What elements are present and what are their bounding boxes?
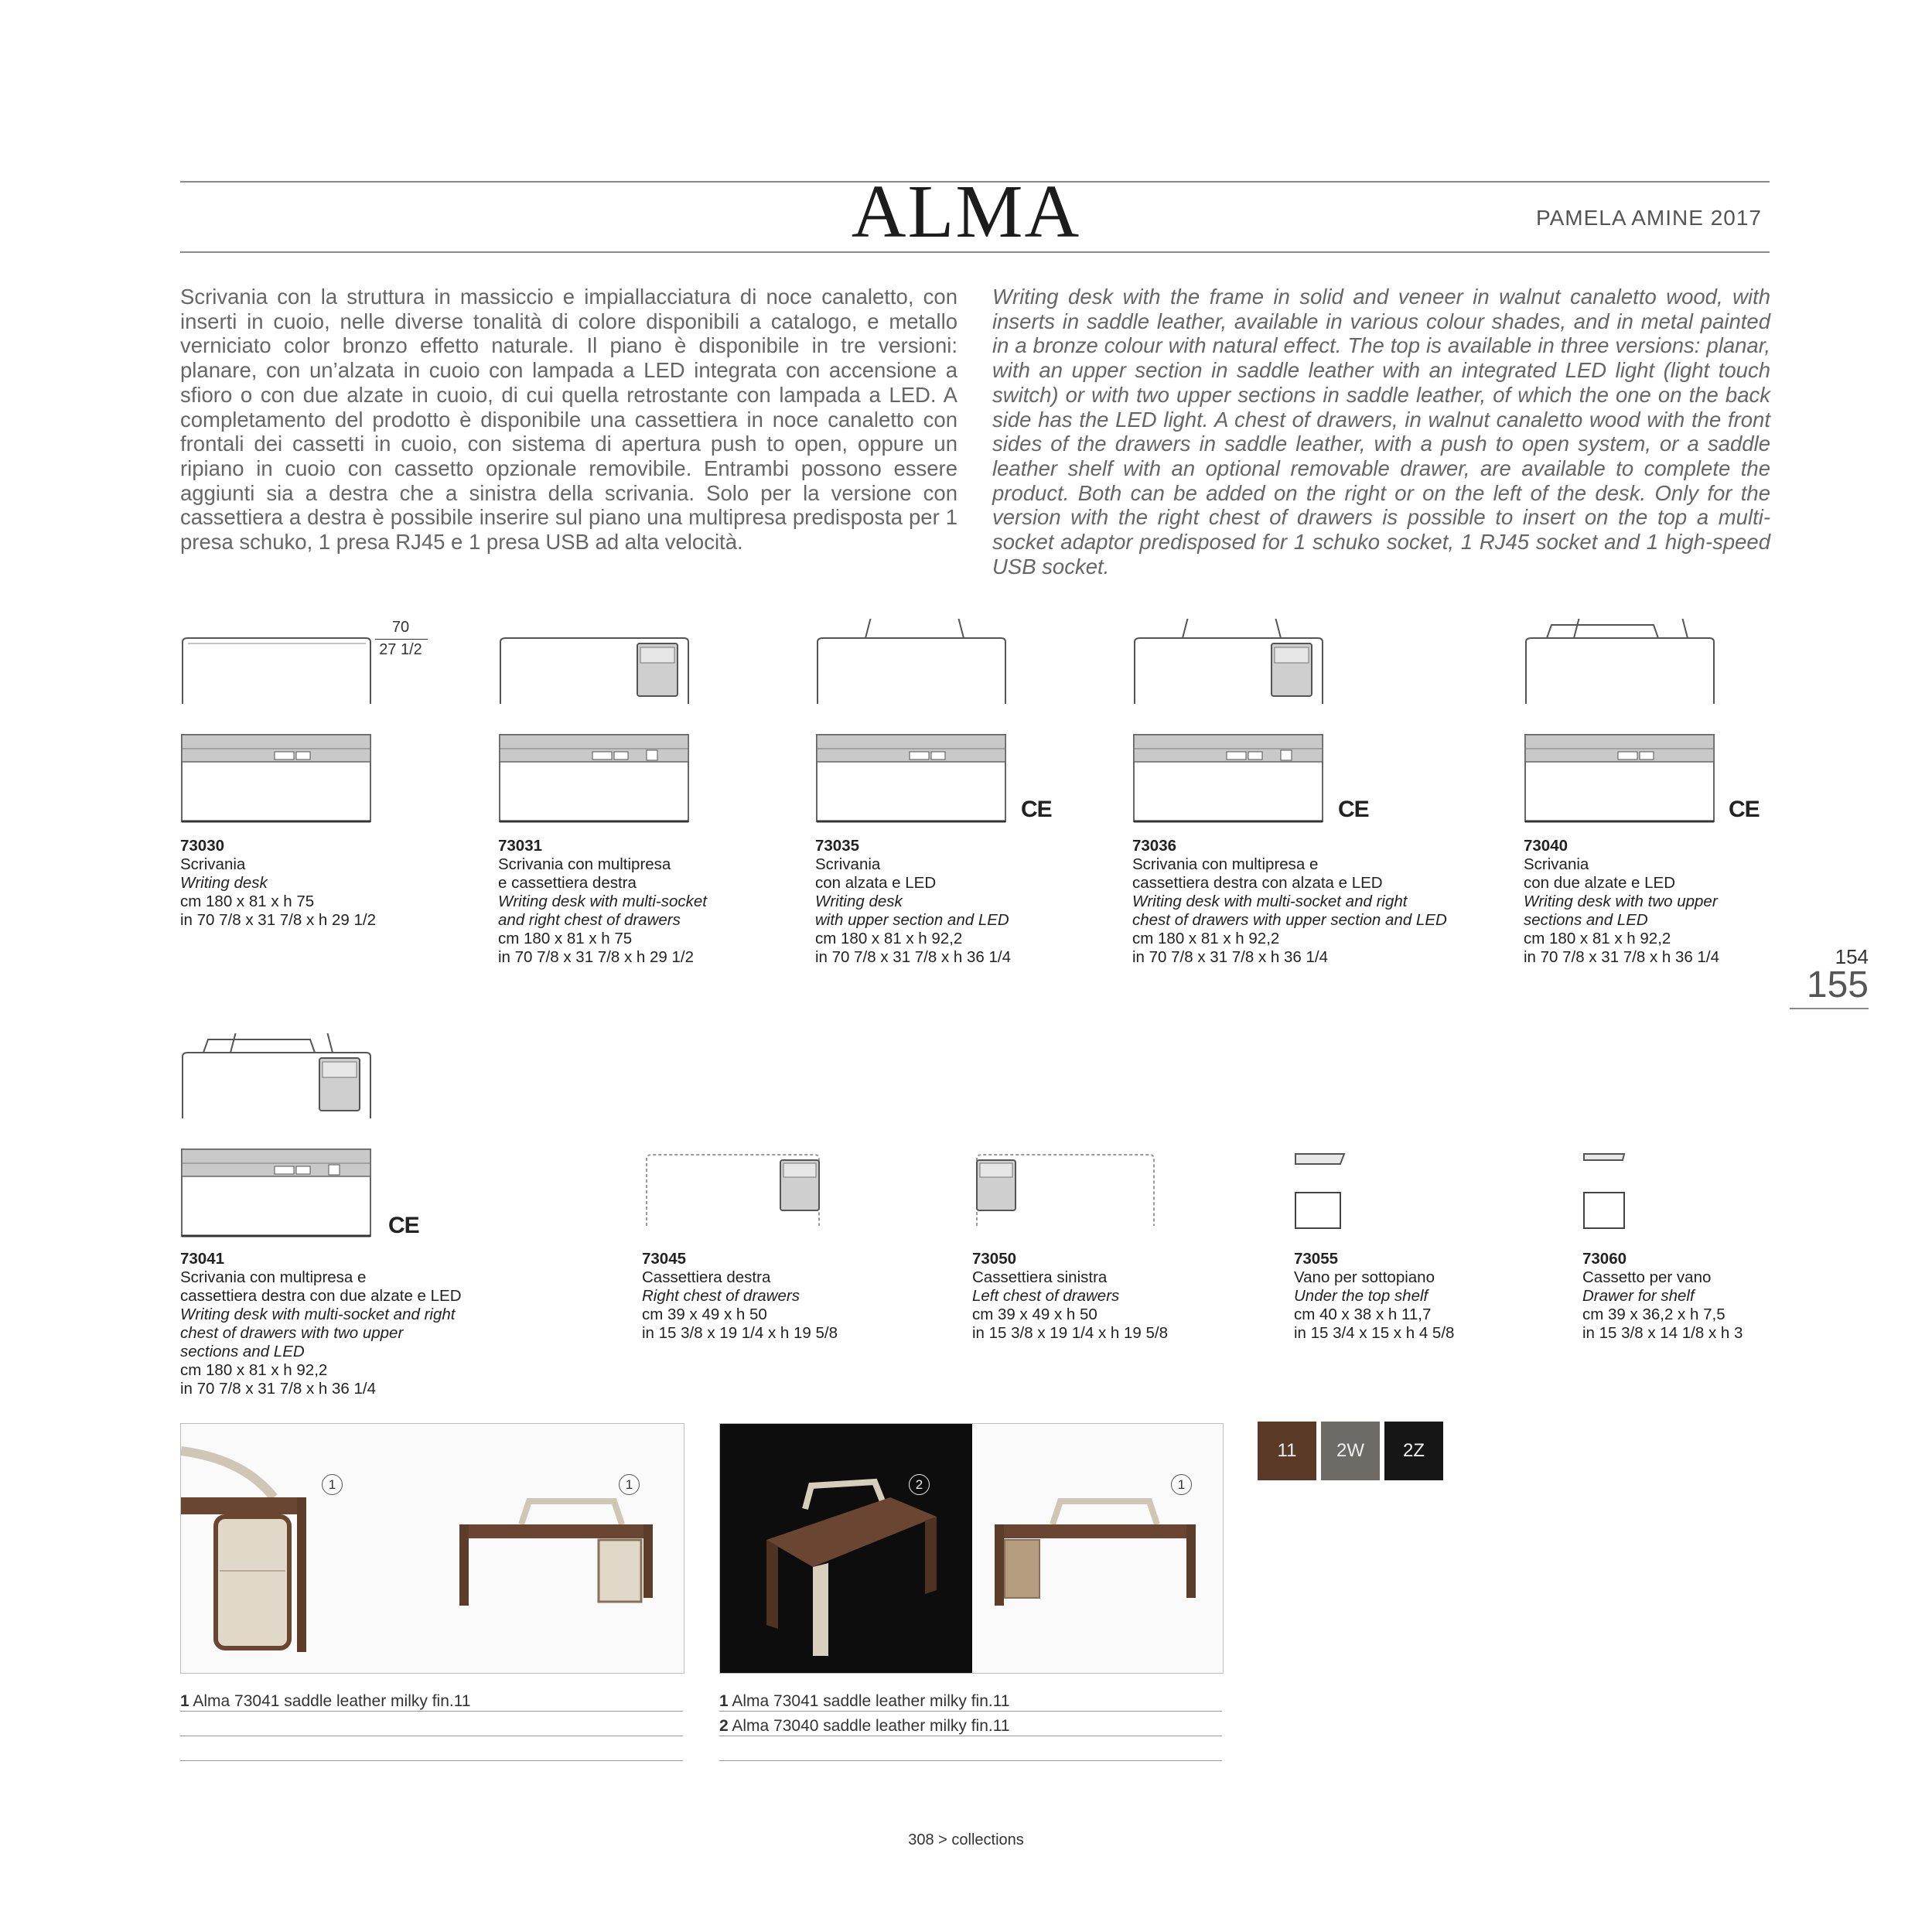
product-name-en: Writing desk with multi-socket: [498, 893, 707, 910]
product-73040: [1524, 837, 1719, 967]
product-name-it: Scrivania: [180, 855, 246, 873]
caption-rule: [719, 1760, 1222, 1761]
description-english: Writing desk with the frame in solid and veneer in walnut canaletto wood, with inserts in saddle leather, available in various colour shades, and in metal painted in a bronze colour with natural effect. The top is available in three versions: planar, with an upper section in saddle leather with an integrated LED light (light touch switch) or with two upper sections in saddle leather, of which the one on the back side has the LED light. A chest of drawers, in walnut canaletto wood with the front sides of the drawers in saddle leather, with a push to open system, or a saddle leather shelf with an optional removable drawer, are available to complete the product. Both can be added on the right or on the left of the desk. Only for the version with the right chest of drawers is possible to insert on the top a multi-socket adaptor predisposed for 1 schuko socket, 1 RJ45 socket and 1 high-speed USB socket.: [992, 285, 1770, 579]
product-code: 73060: [1582, 1250, 1627, 1268]
product-code: 73045: [642, 1250, 687, 1268]
product-dimensions: in 70 7/8 x 31 7/8 x h 29 1/2: [180, 911, 377, 929]
product-73035: [815, 837, 1011, 967]
page-footer: 308 > collections: [908, 1831, 1024, 1848]
product-73036: [1132, 837, 1447, 967]
product-dimensions: in 70 7/8 x 31 7/8 x h 36 1/4: [1524, 948, 1720, 966]
product-name-en: Right chest of drawers: [642, 1287, 800, 1305]
product-name-en: Writing desk: [180, 874, 268, 892]
finish-swatch-2z: 2Z: [1384, 1422, 1443, 1480]
finish-swatch-11: 11: [1258, 1422, 1316, 1480]
ce-mark: CE: [1338, 797, 1369, 822]
product-73055: [1294, 1250, 1454, 1343]
description-italian: Scrivania con la struttura in massiccio e impiallacciatura di noce canaletto, con inserti in cuoio, nelle diverse tonalità di colore disponibili a catalogo, e metallo verniciato color bronzo effetto naturale. Il piano è disponibile in tre versioni: planare, con un’alzata in cuoio con lampada a LED integrata con accensione a sfioro o con due alzate in cuoio, di cui quella retrostante con lampada a LED. A completamento del prodotto è disponibile una cassettiera in noce canaletto con frontali dei cassetti in cuoio, con sistema di apertura push to open, oppure un ripiano in cuoio con cassetto opzionale removibile. Entrambi possono essere aggiunti sia a destra che a sinistra della scrivania. Solo per la versione con cassettiera a destra è possibile inserire sul piano una multipresa predisposta per 1 presa schuko, 1 presa RJ45 e 1 presa USB ad alta velocità.: [180, 285, 957, 555]
product-name-en: chest of drawers with upper section and LED: [1132, 911, 1447, 929]
product-name-it: cassettiera destra con due alzate e LED: [180, 1287, 462, 1305]
product-name-en: and right chest of drawers: [498, 911, 681, 929]
product-name-en: Drawer for shelf: [1582, 1287, 1695, 1305]
product-dimensions: in 70 7/8 x 31 7/8 x h 36 1/4: [1132, 948, 1329, 966]
photo-caption-right-2: 2 Alma 73040 saddle leather milky fin.11: [719, 1717, 1010, 1735]
photo-caption-left-1: 1 Alma 73041 saddle leather milky fin.11: [180, 1692, 471, 1710]
photo-marker: 1: [322, 1474, 343, 1495]
product-code: 73040: [1524, 837, 1568, 855]
product-dimensions: in 15 3/8 x 14 1/8 x h 3: [1582, 1324, 1743, 1342]
product-name-it: Cassetto per vano: [1582, 1268, 1712, 1286]
product-dimensions: cm 39 x 49 x h 50: [642, 1306, 767, 1323]
product-code: 73055: [1294, 1250, 1339, 1268]
drawing-73035: [815, 619, 1009, 835]
product-73030: [180, 837, 376, 930]
product-dimensions: in 15 3/8 x 19 1/4 x h 19 5/8: [642, 1324, 838, 1342]
product-73060: [1582, 1250, 1743, 1343]
ce-mark: CE: [388, 1213, 419, 1238]
product-name-en: Writing desk with multi-socket and right: [1132, 893, 1408, 910]
product-dimensions: in 70 7/8 x 31 7/8 x h 29 1/2: [498, 948, 695, 966]
product-dimensions: in 15 3/4 x 15 x h 4 5/8: [1294, 1324, 1455, 1342]
photo-marker: 2: [909, 1474, 930, 1495]
product-73041: [180, 1250, 462, 1398]
product-name-en: Writing desk: [815, 893, 903, 910]
product-code: 73041: [180, 1250, 225, 1268]
product-dimensions: cm 180 x 81 x h 92,2: [180, 1361, 328, 1379]
product-name-it: Cassettiera sinistra: [972, 1268, 1108, 1286]
product-name-en: Left chest of drawers: [972, 1287, 1120, 1305]
product-name-en: sections and LED: [180, 1343, 305, 1360]
product-name-en: Under the top shelf: [1294, 1287, 1429, 1305]
product-dimensions: cm 40 x 38 x h 11,7: [1294, 1306, 1432, 1323]
caption-rule: [719, 1711, 1222, 1712]
product-name-en: chest of drawers with two upper: [180, 1324, 404, 1342]
product-name-it: Cassettiera destra: [642, 1268, 771, 1286]
drawing-73036: [1132, 619, 1326, 835]
product-dimensions: in 70 7/8 x 31 7/8 x h 36 1/4: [180, 1380, 377, 1398]
product-name-it: Scrivania: [815, 855, 881, 873]
product-dimensions: cm 180 x 81 x h 75: [180, 893, 315, 910]
drawing-73031: [498, 619, 691, 835]
collection-title: ALMA: [851, 170, 1081, 254]
photo-marker: 1: [619, 1474, 640, 1495]
product-name-it: Scrivania con multipresa e: [1132, 855, 1319, 873]
product-name-it: con due alzate e LED: [1524, 874, 1676, 892]
dimension-depth-in: 27 1/2: [379, 641, 422, 658]
finish-swatch-2w: 2W: [1321, 1422, 1380, 1480]
ce-mark: CE: [1729, 797, 1760, 822]
drawing-73040: [1524, 619, 1717, 835]
product-name-it: Scrivania: [1524, 855, 1589, 873]
dimension-divider: [375, 639, 428, 640]
product-73045: [642, 1250, 838, 1343]
header-bottom-rule: [180, 251, 1770, 253]
product-name-it: Vano per sottopiano: [1294, 1268, 1435, 1286]
product-name-it: Scrivania con multipresa e: [180, 1268, 367, 1286]
product-name-it: cassettiera destra con alzata e LED: [1132, 874, 1383, 892]
product-name-en: sections and LED: [1524, 911, 1648, 929]
page-number-right: 155: [1806, 964, 1869, 1005]
product-73031: [498, 837, 707, 967]
product-name-en: Writing desk with multi-socket and right: [180, 1306, 456, 1323]
product-name-en: Writing desk with two upper: [1524, 893, 1718, 910]
photo-panel-right: [719, 1423, 1224, 1674]
product-name-it: con alzata e LED: [815, 874, 937, 892]
ce-mark: CE: [1021, 797, 1052, 822]
caption-rule: [180, 1711, 683, 1712]
product-dimensions: cm 180 x 81 x h 75: [498, 930, 633, 947]
photo-caption-right-1: 1 Alma 73041 saddle leather milky fin.11: [719, 1692, 1010, 1710]
product-name-it: e cassettiera destra: [498, 874, 637, 892]
product-73050: [972, 1250, 1168, 1343]
product-dimensions: cm 180 x 81 x h 92,2: [1524, 930, 1671, 947]
designer-credit: PAMELA AMINE 2017: [1536, 206, 1762, 230]
product-code: 73031: [498, 837, 543, 855]
caption-rule: [180, 1760, 683, 1761]
product-dimensions: in 15 3/8 x 19 1/4 x h 19 5/8: [972, 1324, 1169, 1342]
product-dimensions: cm 39 x 36,2 x h 7,5: [1582, 1306, 1725, 1323]
drawing-73041: [180, 1033, 374, 1250]
product-dimensions: in 70 7/8 x 31 7/8 x h 36 1/4: [815, 948, 1012, 966]
product-dimensions: cm 180 x 81 x h 92,2: [1132, 930, 1280, 947]
product-dimensions: cm 180 x 81 x h 92,2: [815, 930, 963, 947]
product-code: 73030: [180, 837, 225, 855]
photo-marker: 1: [1171, 1474, 1192, 1495]
page-number-rule: [1790, 1008, 1869, 1009]
drawing-73030: [180, 619, 374, 835]
photo-panel-left: [180, 1423, 684, 1674]
product-name-it: Scrivania con multipresa: [498, 855, 671, 873]
product-dimensions: cm 39 x 49 x h 50: [972, 1306, 1097, 1323]
product-name-en: with upper section and LED: [815, 911, 1009, 929]
page-number-left: 154: [1835, 945, 1869, 968]
dimension-depth-cm: 70: [391, 619, 410, 636]
product-code: 73050: [972, 1250, 1017, 1268]
product-code: 73036: [1132, 837, 1177, 855]
product-code: 73035: [815, 837, 860, 855]
